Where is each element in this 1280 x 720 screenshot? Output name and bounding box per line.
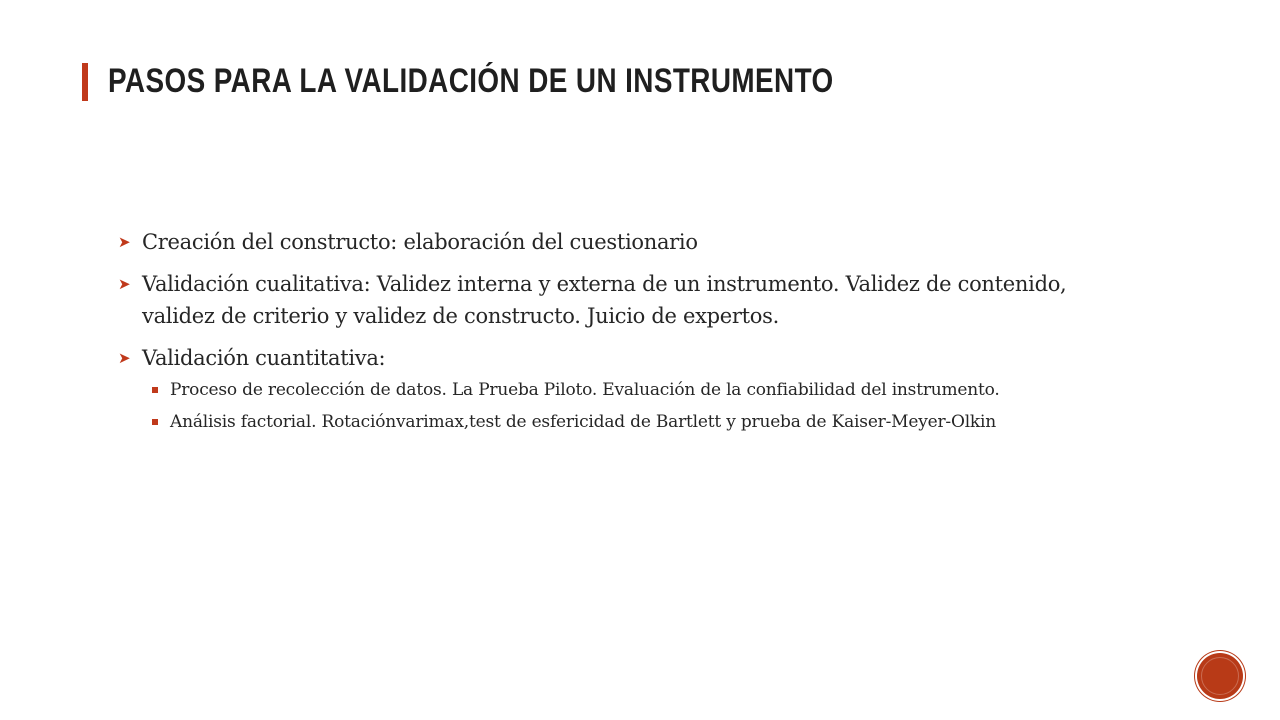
sub-bullet-text: Proceso de recolección de datos. La Prueba Piloto. Evaluación de la confiabilidad del instrumento. — [170, 380, 1000, 400]
bullet-item — [118, 268, 1128, 332]
badge-inner-ring — [1201, 657, 1239, 695]
bullet-item — [118, 226, 1128, 258]
bullet-item — [118, 342, 1128, 374]
arrowhead-bullet-icon: ➤ — [118, 233, 131, 251]
slide-body — [118, 226, 1128, 442]
square-bullet-icon — [152, 419, 158, 425]
square-bullet-icon — [152, 387, 158, 393]
bullet-text: Validación cuantitativa: — [142, 346, 386, 370]
sub-bullet-text: Análisis factorial. Rotaciónvarimax,test de esfericidad de Bartlett y prueba de Kaiser-Meyer-Olkin — [170, 412, 997, 432]
bullet-text: Validación cualitativa: Validez interna y externa de un instrumento. Validez de contenido, validez de criterio y validez de constructo. Juicio de expertos. — [142, 272, 1067, 328]
sub-bullet-item — [118, 378, 1128, 402]
title-accent-bar — [82, 63, 88, 101]
bullet-text: Creación del constructo: elaboración del cuestionario — [142, 230, 698, 254]
arrowhead-bullet-icon: ➤ — [118, 275, 131, 293]
slide-number-badge-icon — [1197, 653, 1243, 699]
arrowhead-bullet-icon: ➤ — [118, 349, 131, 367]
sub-bullet-item — [118, 410, 1128, 434]
slide-title: PASOS PARA LA VALIDACIÓN DE UN INSTRUMENTO — [108, 62, 834, 100]
